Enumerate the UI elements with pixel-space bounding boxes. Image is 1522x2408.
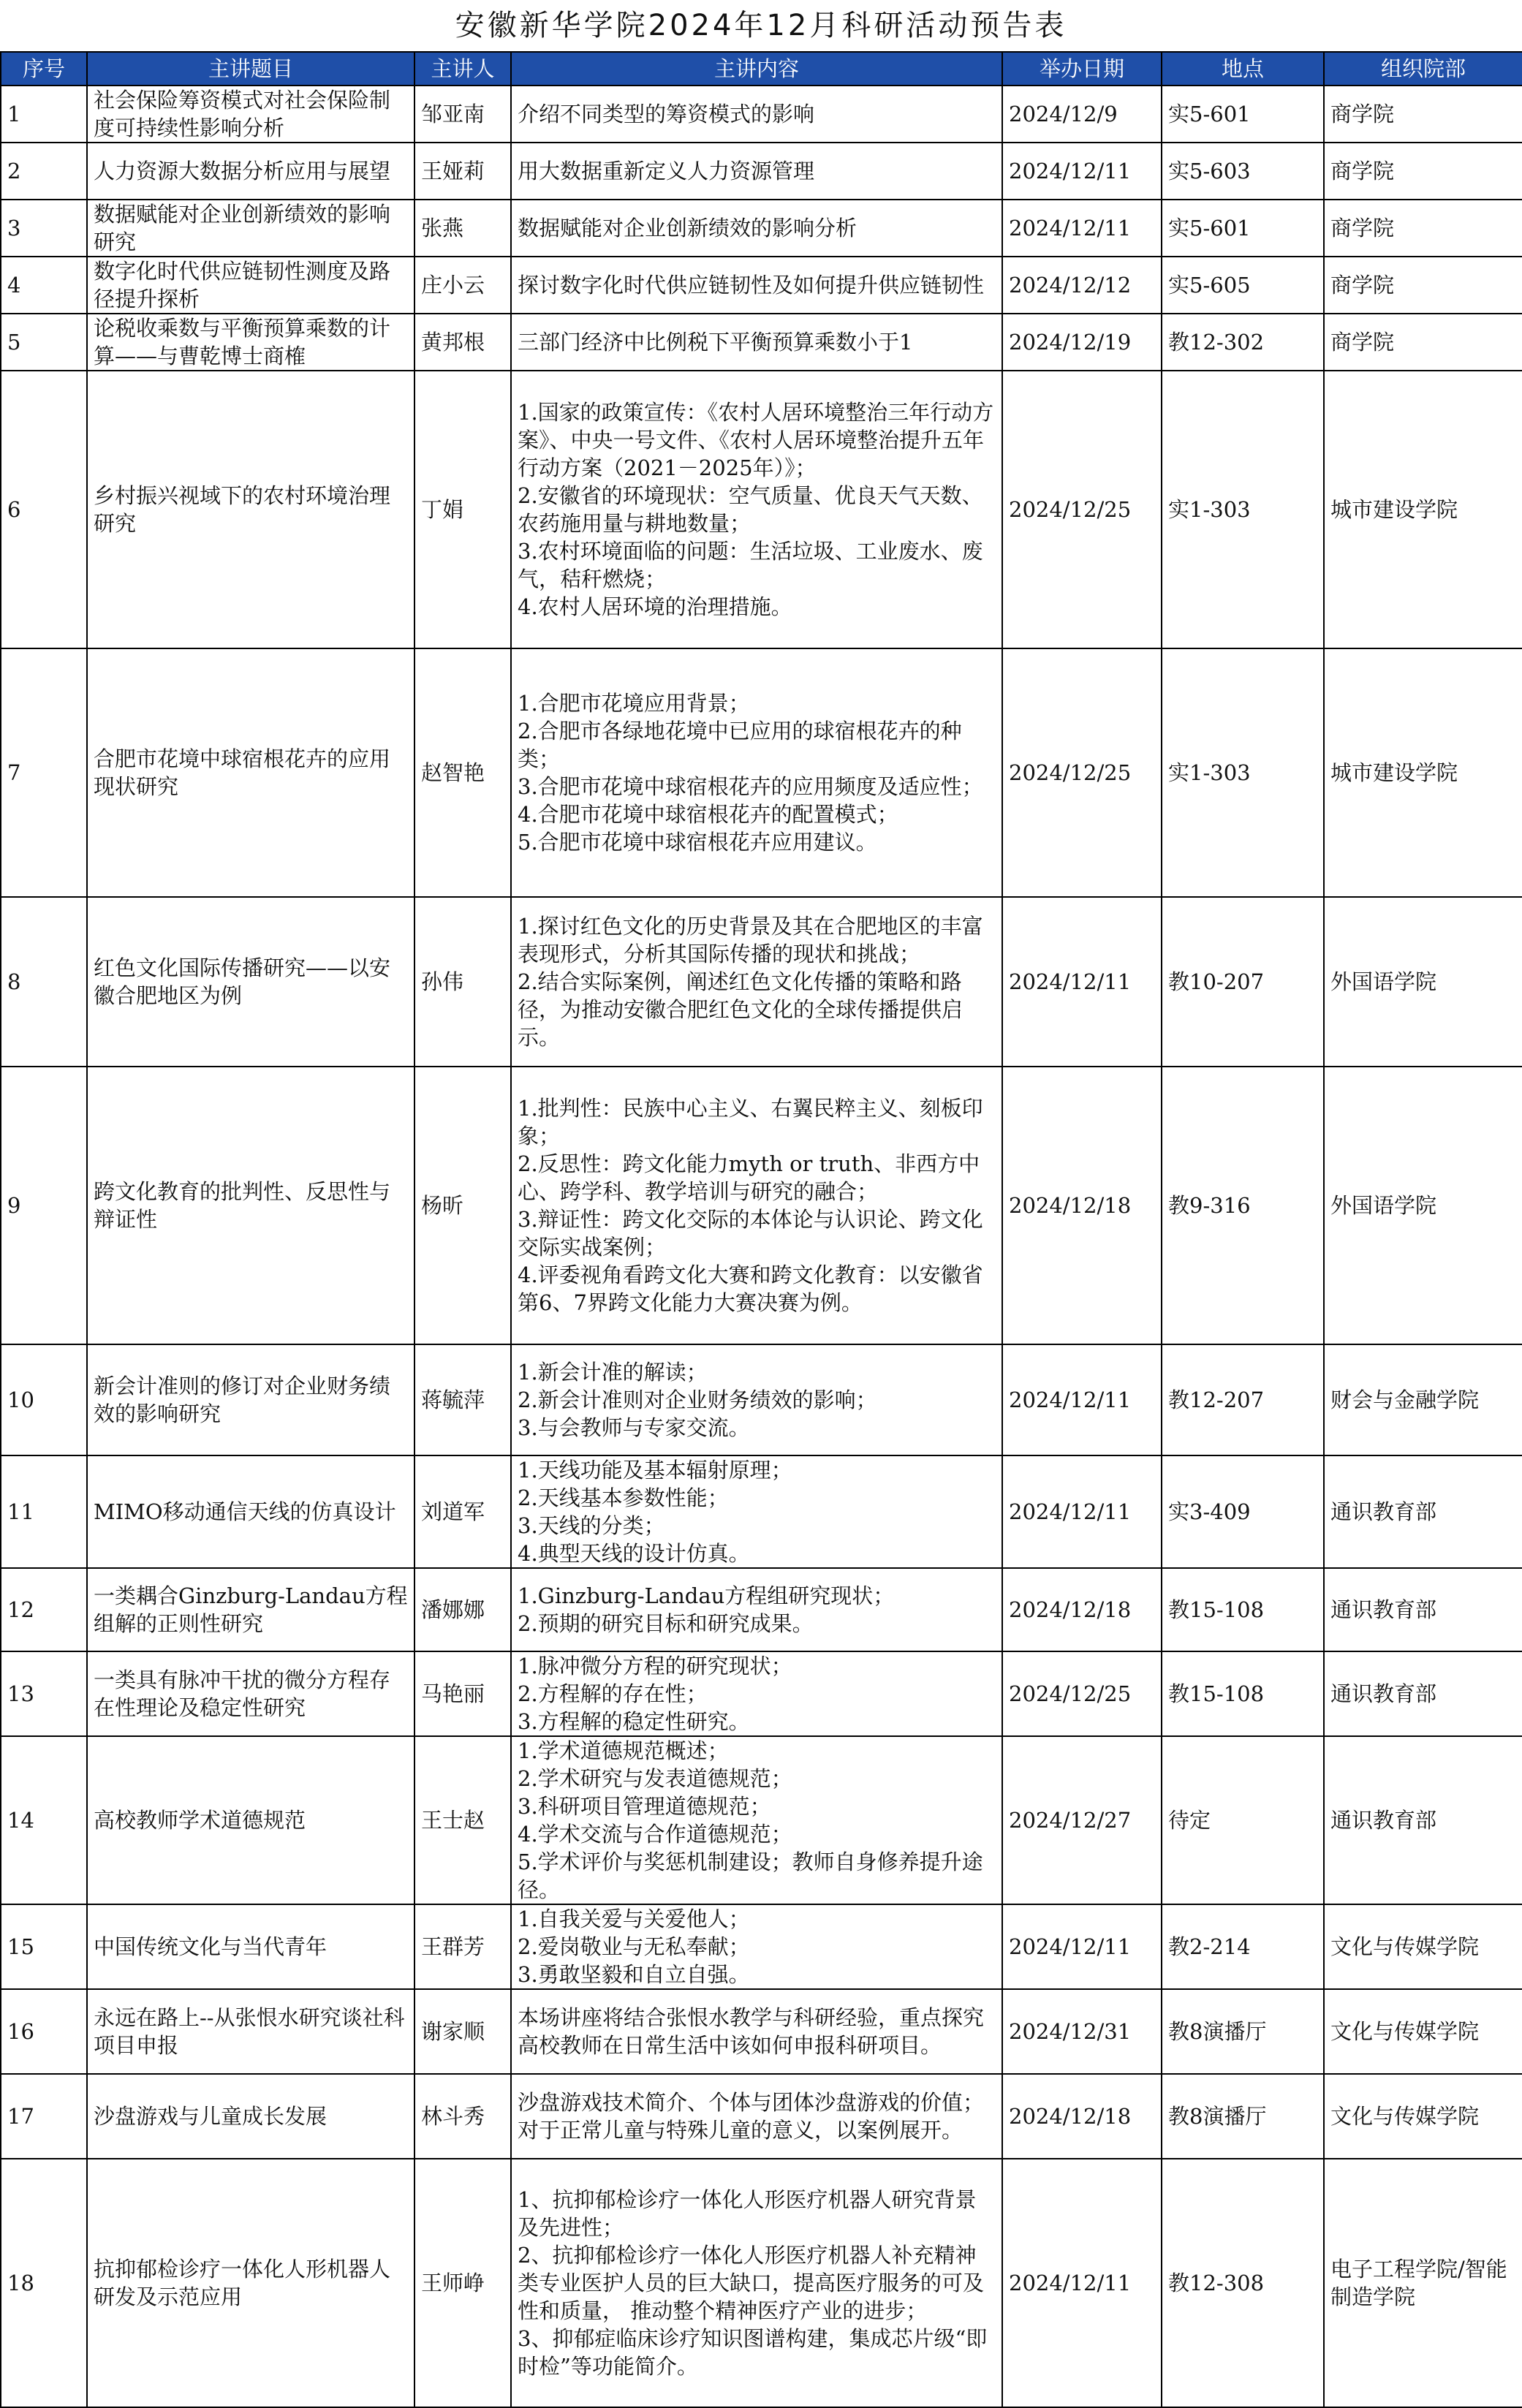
cell-no: 16 [1,1989,87,2074]
cell-topic: 一类具有脉冲干扰的微分方程存在性理论及稳定性研究 [87,1651,414,1736]
cell-topic: 数据赋能对企业创新绩效的影响研究 [87,200,414,257]
table-row [1,314,1522,371]
header-content: 主讲内容 [511,52,1002,86]
cell-no: 3 [1,200,87,257]
cell-speaker: 王士赵 [414,1736,511,1904]
cell-content: 探讨数字化时代供应链韧性及如何提升供应链韧性 [511,257,1002,314]
cell-topic: 社会保险筹资模式对社会保险制度可持续性影响分析 [87,86,414,143]
table-row [1,143,1522,200]
table-row [1,897,1522,1067]
cell-date: 2024/12/18 [1002,1568,1162,1651]
cell-content: 1.国家的政策宣传：《农村人居环境整治三年行动方案》、中央一号文件、《农村人居环境整治提升五年行动方案（2021－2025年）》； 2.安徽省的环境现状：空气质量、优良天气天数、农药施用量与耕地数量； 3.农村环境面临的问题：生活垃圾、工业废水、废气，秸秆燃烧； 4.农村人居环境的治理措施。 [511,371,1002,648]
cell-content: 1.批判性：民族中心主义、右翼民粹主义、刻板印象； 2.反思性：跨文化能力myth or truth、非西方中心、跨学科、教学培训与研究的融合； 3.辩证性：跨文化交际的本体论与认识论、跨文化交际实战案例； 4.评委视角看跨文化大赛和跨文化教育：以安徽省第6、7界跨文化能力大赛决赛为例。 [511,1067,1002,1344]
cell-dept: 城市建设学院 [1324,648,1522,897]
cell-place: 实5-605 [1162,257,1324,314]
cell-no: 6 [1,371,87,648]
cell-place: 实5-601 [1162,86,1324,143]
cell-speaker: 马艳丽 [414,1651,511,1736]
cell-no: 5 [1,314,87,371]
cell-place: 待定 [1162,1736,1324,1904]
header-date: 举办日期 [1002,52,1162,86]
header-place: 地点 [1162,52,1324,86]
cell-no: 17 [1,2074,87,2159]
cell-no: 12 [1,1568,87,1651]
cell-no: 15 [1,1904,87,1989]
cell-date: 2024/12/11 [1002,143,1162,200]
cell-date: 2024/12/9 [1002,86,1162,143]
cell-no: 8 [1,897,87,1067]
cell-speaker: 王娅莉 [414,143,511,200]
cell-dept: 电子工程学院/智能制造学院 [1324,2159,1522,2407]
cell-dept: 外国语学院 [1324,1067,1522,1344]
cell-no: 11 [1,1455,87,1568]
cell-speaker: 丁娟 [414,371,511,648]
cell-content: 1、抗抑郁检诊疗一体化人形医疗机器人研究背景及先进性； 2、抗抑郁检诊疗一体化人形医疗机器人补充精神类专业医护人员的巨大缺口，提高医疗服务的可及性和质量， 推动整个精神医疗产业的进步； 3、抑郁症临床诊疗知识图谱构建，集成芯片级“即时检”等功能简介。 [511,2159,1002,2407]
cell-no: 7 [1,648,87,897]
table-row [1,648,1522,897]
header-dept: 组织院部 [1324,52,1522,86]
cell-topic: MIMO移动通信天线的仿真设计 [87,1455,414,1568]
cell-dept: 文化与传媒学院 [1324,1904,1522,1989]
header-topic: 主讲题目 [87,52,414,86]
cell-date: 2024/12/31 [1002,1989,1162,2074]
cell-speaker: 黄邦根 [414,314,511,371]
cell-topic: 人力资源大数据分析应用与展望 [87,143,414,200]
cell-topic: 乡村振兴视域下的农村环境治理研究 [87,371,414,648]
cell-speaker: 林斗秀 [414,2074,511,2159]
cell-date: 2024/12/25 [1002,371,1162,648]
cell-content: 介绍不同类型的筹资模式的影响 [511,86,1002,143]
cell-date: 2024/12/25 [1002,1651,1162,1736]
cell-no: 13 [1,1651,87,1736]
cell-dept: 通识教育部 [1324,1568,1522,1651]
schedule-table [0,51,1522,2408]
cell-dept: 通识教育部 [1324,1651,1522,1736]
cell-date: 2024/12/25 [1002,648,1162,897]
cell-dept: 城市建设学院 [1324,371,1522,648]
table-row [1,257,1522,314]
cell-content: 用大数据重新定义人力资源管理 [511,143,1002,200]
cell-topic: 永远在路上--从张恨水研究谈社科项目申报 [87,1989,414,2074]
cell-content: 1.探讨红色文化的历史背景及其在合肥地区的丰富表现形式，分析其国际传播的现状和挑战； 2.结合实际案例，阐述红色文化传播的策略和路径，为推动安徽合肥红色文化的全球传播提供启示。 [511,897,1002,1067]
cell-place: 教12-308 [1162,2159,1324,2407]
cell-place: 实5-601 [1162,200,1324,257]
cell-speaker: 刘道军 [414,1455,511,1568]
header-no: 序号 [1,52,87,86]
cell-topic: 合肥市花境中球宿根花卉的应用现状研究 [87,648,414,897]
cell-speaker: 谢家顺 [414,1989,511,2074]
cell-place: 教10-207 [1162,897,1324,1067]
cell-place: 实1-303 [1162,648,1324,897]
cell-date: 2024/12/19 [1002,314,1162,371]
cell-place: 教15-108 [1162,1651,1324,1736]
cell-content: 1.学术道德规范概述； 2.学术研究与发表道德规范； 3.科研项目管理道德规范； 4.学术交流与合作道德规范； 5.学术评价与奖惩机制建设；教师自身修养提升途径。 [511,1736,1002,1904]
cell-dept: 商学院 [1324,314,1522,371]
cell-speaker: 王群芳 [414,1904,511,1989]
table-row [1,1651,1522,1736]
cell-dept: 文化与传媒学院 [1324,1989,1522,2074]
cell-topic: 跨文化教育的批判性、反思性与辩证性 [87,1067,414,1344]
cell-content: 沙盘游戏技术简介、个体与团体沙盘游戏的价值；对于正常儿童与特殊儿童的意义，以案例展开。 [511,2074,1002,2159]
cell-no: 10 [1,1344,87,1455]
cell-content: 1.天线功能及基本辐射原理； 2.天线基本参数性能； 3.天线的分类； 4.典型天线的设计仿真。 [511,1455,1002,1568]
cell-speaker: 庄小云 [414,257,511,314]
header-speaker: 主讲人 [414,52,511,86]
table-row [1,1568,1522,1651]
cell-place: 教15-108 [1162,1568,1324,1651]
cell-place: 实1-303 [1162,371,1324,648]
cell-speaker: 潘娜娜 [414,1568,511,1651]
cell-topic: 一类耦合Ginzburg-Landau方程组解的正则性研究 [87,1568,414,1651]
cell-content: 1.Ginzburg-Landau方程组研究现状； 2.预期的研究目标和研究成果。 [511,1568,1002,1651]
cell-dept: 商学院 [1324,86,1522,143]
cell-no: 1 [1,86,87,143]
cell-place: 实5-603 [1162,143,1324,200]
cell-speaker: 蒋毓萍 [414,1344,511,1455]
table-row [1,1067,1522,1344]
cell-place: 教9-316 [1162,1067,1324,1344]
table-row [1,2159,1522,2407]
cell-dept: 商学院 [1324,143,1522,200]
table-row [1,1455,1522,1568]
cell-topic: 中国传统文化与当代青年 [87,1904,414,1989]
cell-speaker: 杨昕 [414,1067,511,1344]
cell-dept: 财会与金融学院 [1324,1344,1522,1455]
cell-dept: 通识教育部 [1324,1455,1522,1568]
cell-topic: 高校教师学术道德规范 [87,1736,414,1904]
table-row [1,2074,1522,2159]
cell-speaker: 赵智艳 [414,648,511,897]
cell-date: 2024/12/11 [1002,2159,1162,2407]
cell-content: 1.脉冲微分方程的研究现状； 2.方程解的存在性； 3.方程解的稳定性研究。 [511,1651,1002,1736]
cell-topic: 数字化时代供应链韧性测度及路径提升探析 [87,257,414,314]
cell-dept: 外国语学院 [1324,897,1522,1067]
cell-date: 2024/12/11 [1002,1904,1162,1989]
table-row [1,200,1522,257]
cell-content: 数据赋能对企业创新绩效的影响分析 [511,200,1002,257]
cell-content: 1.新会计准的解读； 2.新会计准则对企业财务绩效的影响； 3.与会教师与专家交流。 [511,1344,1002,1455]
cell-place: 教2-214 [1162,1904,1324,1989]
table-row [1,86,1522,143]
cell-content: 1.合肥市花境应用背景； 2.合肥市各绿地花境中已应用的球宿根花卉的种类； 3.合肥市花境中球宿根花卉的应用频度及适应性； 4.合肥市花境中球宿根花卉的配置模式； 5.合肥市花境中球宿根花卉应用建议。 [511,648,1002,897]
table-row [1,1989,1522,2074]
cell-dept: 文化与传媒学院 [1324,2074,1522,2159]
cell-topic: 沙盘游戏与儿童成长发展 [87,2074,414,2159]
cell-dept: 通识教育部 [1324,1736,1522,1904]
cell-place: 教12-302 [1162,314,1324,371]
cell-topic: 论税收乘数与平衡预算乘数的计算——与曹乾博士商榷 [87,314,414,371]
cell-content: 1.自我关爱与关爱他人； 2.爱岗敬业与无私奉献； 3.勇敢坚毅和自立自强。 [511,1904,1002,1989]
cell-topic: 抗抑郁检诊疗一体化人形机器人研发及示范应用 [87,2159,414,2407]
cell-speaker: 孙伟 [414,897,511,1067]
cell-date: 2024/12/18 [1002,2074,1162,2159]
cell-no: 2 [1,143,87,200]
table-row [1,1344,1522,1455]
cell-date: 2024/12/11 [1002,1455,1162,1568]
cell-dept: 商学院 [1324,200,1522,257]
table-row [1,371,1522,648]
cell-content: 三部门经济中比例税下平衡预算乘数小于1 [511,314,1002,371]
cell-place: 教8演播厅 [1162,1989,1324,2074]
cell-date: 2024/12/27 [1002,1736,1162,1904]
cell-speaker: 王师峥 [414,2159,511,2407]
cell-place: 实3-409 [1162,1455,1324,1568]
cell-content: 本场讲座将结合张恨水教学与科研经验，重点探究高校教师在日常生活中该如何申报科研项目。 [511,1989,1002,2074]
cell-topic: 新会计准则的修订对企业财务绩效的影响研究 [87,1344,414,1455]
cell-no: 14 [1,1736,87,1904]
cell-date: 2024/12/12 [1002,257,1162,314]
cell-place: 教12-207 [1162,1344,1324,1455]
table-row [1,1904,1522,1989]
cell-date: 2024/12/11 [1002,1344,1162,1455]
cell-no: 9 [1,1067,87,1344]
cell-place: 教8演播厅 [1162,2074,1324,2159]
cell-date: 2024/12/11 [1002,897,1162,1067]
cell-speaker: 邹亚南 [414,86,511,143]
cell-no: 18 [1,2159,87,2407]
cell-speaker: 张燕 [414,200,511,257]
header-row [1,52,1522,86]
sheet-title: 安徽新华学院2024年12月科研活动预告表 [455,9,1067,42]
cell-date: 2024/12/18 [1002,1067,1162,1344]
cell-topic: 红色文化国际传播研究——以安徽合肥地区为例 [87,897,414,1067]
cell-date: 2024/12/11 [1002,200,1162,257]
table-row [1,1736,1522,1904]
cell-no: 4 [1,257,87,314]
cell-dept: 商学院 [1324,257,1522,314]
